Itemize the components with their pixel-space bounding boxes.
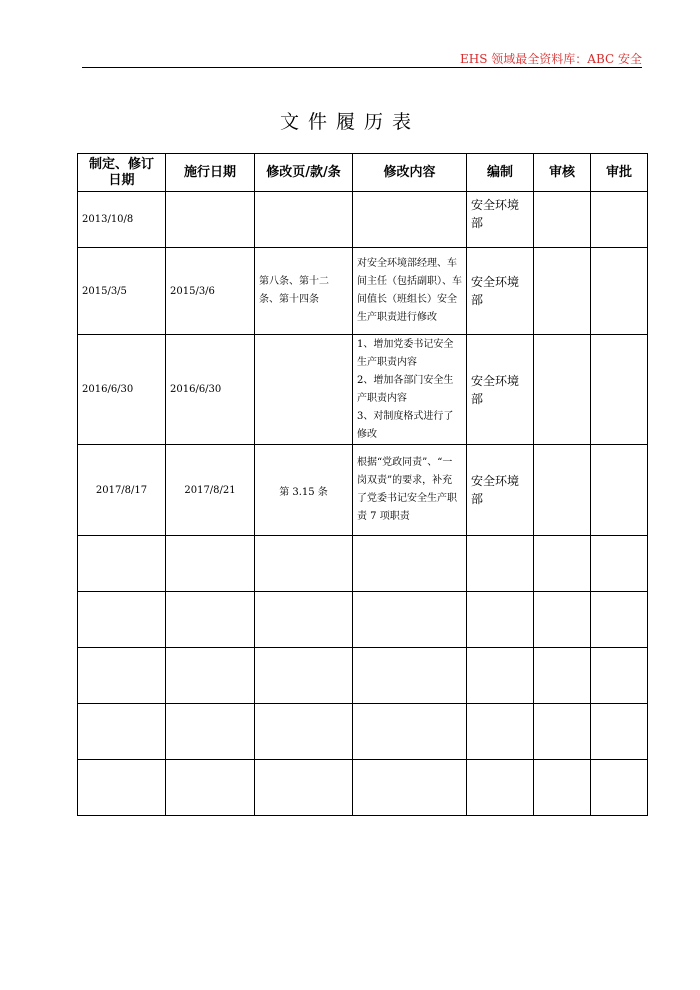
content-line: 1、增加党委书记安全生产职责内容 [357,338,454,368]
cell-date: 2016/6/30 [78,335,166,445]
cell-date: 2013/10/8 [78,192,166,248]
cell-date: 2015/3/5 [78,248,166,335]
cell-approve [591,192,648,248]
cell-review [534,335,591,445]
cell-pages [255,335,353,445]
cell-review [534,192,591,248]
table-row [78,248,648,335]
col-header-effective-date: 施行日期 [166,154,255,192]
cell-content: 根据“党政同责”、“一岗双责”的要求，补充了党委书记安全生产职责 7 项职责 [353,445,467,536]
cell-editor: 安全环境部 [467,335,534,445]
col-header-date: 制定、修订日期 [78,154,166,192]
cell-editor: 安全环境部 [467,248,534,335]
cell-effective-date: 2016/6/30 [166,335,255,445]
header-library-label: EHS 领域最全资料库：ABC 安全 [460,52,642,66]
cell-approve [591,445,648,536]
header-divider [82,67,642,68]
cell-content [353,192,467,248]
content-line: 3、对制度格式进行了修改 [357,410,454,440]
cell-content [353,335,467,445]
table-row-blank [78,592,648,648]
table-row [78,192,648,248]
table-row-blank [78,648,648,704]
table-row-blank [78,704,648,760]
page-title: 文件履历表 [279,111,420,133]
cell-effective-date: 2017/8/21 [166,445,255,536]
cell-review [534,445,591,536]
table-row [78,335,648,445]
cell-review [534,248,591,335]
cell-editor: 安全环境部 [467,445,534,536]
cell-pages [255,192,353,248]
table-row-blank [78,760,648,816]
col-header-editor: 编制 [467,154,534,192]
col-header-pages: 修改页/款/条 [255,154,353,192]
cell-effective-date: 2015/3/6 [166,248,255,335]
col-header-review: 审核 [534,154,591,192]
cell-editor: 安全环境部 [467,192,534,248]
table-row [78,445,648,536]
cell-approve [591,248,648,335]
table-header-row [78,154,648,192]
revision-history-table [77,153,648,816]
col-header-approve: 审批 [591,154,648,192]
cell-effective-date [166,192,255,248]
col-header-content: 修改内容 [353,154,467,192]
cell-content: 对安全环境部经理、车间主任（包括副职）、车间值长（班组长）安全生产职责进行修改 [353,248,467,335]
table-row-blank [78,536,648,592]
cell-pages: 第八条、第十二条、第十四条 [255,248,353,335]
content-line: 2、增加各部门安全生产职责内容 [357,374,454,404]
cell-date: 2017/8/17 [78,445,166,536]
cell-pages: 第 3.15 条 [255,445,353,536]
cell-approve [591,335,648,445]
